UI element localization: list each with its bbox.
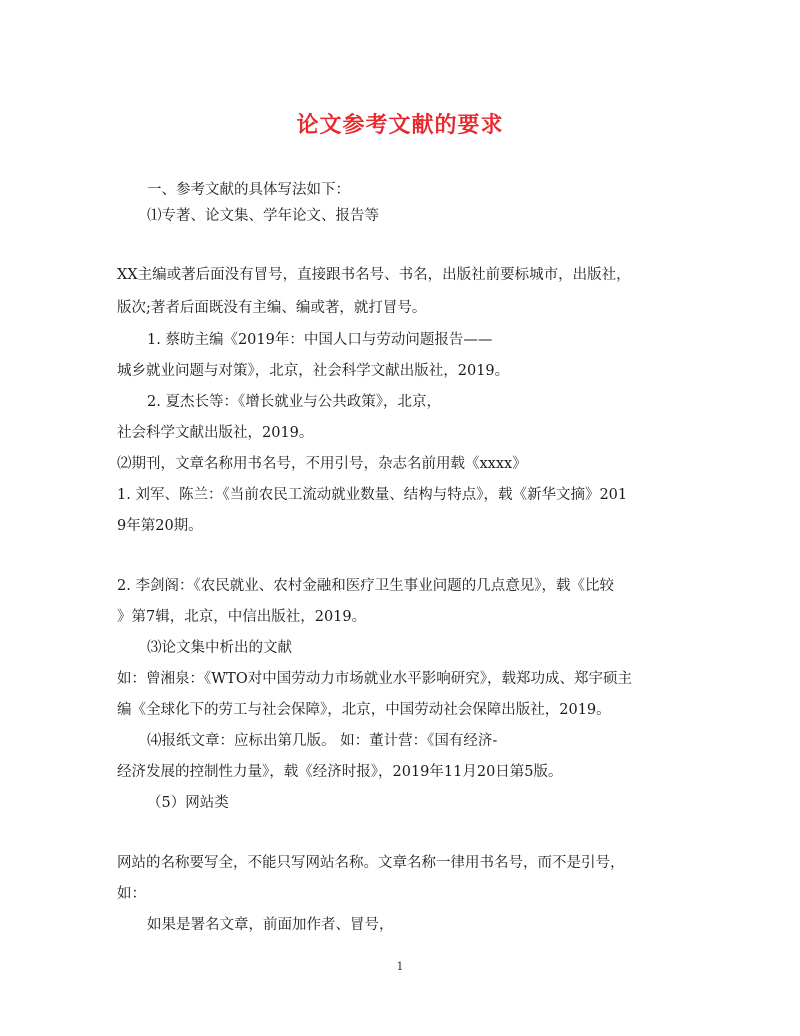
paragraph-line: 如： xyxy=(117,886,146,902)
subsection-heading-5: （5）网站类 xyxy=(147,795,229,811)
subsection-heading-3: ⑶论文集中析出的文献 xyxy=(147,640,292,656)
reference-entry-continued: 》第7辑，北京，中信出版社，2019。 xyxy=(117,609,367,625)
reference-entry-continued: 城乡就业问题与对策》，北京，社会科学文献出版社，2019。 xyxy=(117,363,510,379)
reference-entry: 1. 刘军、陈兰：《当前农民工流动就业数量、结构与特点》，载《新华文摘》201 xyxy=(117,487,628,503)
subsection-heading-4: ⑷报纸文章：应标出第几版。 如：董计营：《国有经济- xyxy=(147,733,498,749)
subsection-heading-1: ⑴专著、论文集、学年论文、报告等 xyxy=(147,208,379,224)
reference-entry: 如：曾湘泉：《WTO对中国劳动力市场就业水平影响研究》，载郑功成、郑宇硕主 xyxy=(117,671,632,687)
reference-entry: 2. 李剑阁：《农民就业、农村金融和医疗卫生事业问题的几点意见》，载《比较 xyxy=(117,578,614,594)
reference-entry-continued: 9年第20期。 xyxy=(117,518,203,534)
page-number: 1 xyxy=(396,960,404,973)
reference-entry: 1. 蔡昉主编《2019年：中国人口与劳动问题报告—— xyxy=(147,332,493,348)
paragraph-line: 网站的名称要写全，不能只写网站名称。文章名称一律用书名号，而不是引号， xyxy=(117,855,625,871)
paragraph-line: 如果是署名文章，前面加作者、冒号， xyxy=(147,917,394,933)
paragraph-line: XX主编或著后面没有冒号，直接跟书名号、书名，出版社前要标城市，出版社， xyxy=(117,267,631,283)
page-title: 论文参考文献的要求 xyxy=(296,112,504,138)
subsection-heading-2: ⑵期刊，文章名称用书名号，不用引号，杂志名前用载《xxxx》 xyxy=(117,456,527,472)
reference-entry-continued: 编《全球化下的劳工与社会保障》，北京，中国劳动社会保障出版社，2019。 xyxy=(117,702,611,718)
reference-entry-continued: 经济发展的控制性力量》，载《经济时报》，2019年11月20日第5版。 xyxy=(117,764,563,780)
reference-entry-continued: 社会科学文献出版社，2019。 xyxy=(117,425,314,441)
paragraph-line: 版次;著者后面既没有主编、编或著，就打冒号。 xyxy=(117,300,427,316)
section-heading-1: 一、参考文献的具体写法如下： xyxy=(147,182,350,198)
reference-entry: 2. 夏杰长等：《增长就业与公共政策》，北京， xyxy=(147,394,441,410)
